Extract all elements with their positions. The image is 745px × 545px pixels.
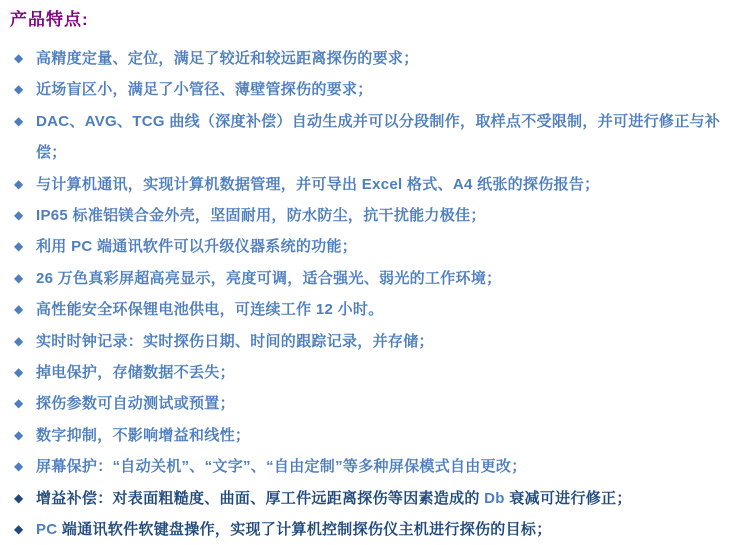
feature-segment: Db xyxy=(484,489,505,507)
feature-text xyxy=(36,326,739,357)
feature-segment: 高精度定量、定位，满足了较近和较远距离探伤的要求； xyxy=(36,50,419,67)
feature-item xyxy=(10,357,739,388)
feature-item xyxy=(10,483,739,514)
diamond-bullet-icon: ◆ xyxy=(14,208,24,223)
diamond-bullet-icon: ◆ xyxy=(14,427,24,442)
feature-segment: 实时时钟记录：实时探伤日期、时间的跟踪记录，并存储； xyxy=(36,332,434,350)
feature-item xyxy=(10,74,739,105)
diamond-bullet-icon: ◆ xyxy=(14,270,24,285)
feature-segment: 高性能安全环保锂电池供电，可连续工作 12 小时。 xyxy=(36,301,384,319)
page-title: 产品特点: xyxy=(10,10,89,29)
feature-segment: DAC、AVG、TCG 曲线（深度补偿）自动生成并可以分段制作，取样点不受限制，并可进行修正与补偿； xyxy=(36,112,721,162)
feature-text xyxy=(36,514,739,545)
diamond-bullet-icon: ◆ xyxy=(14,333,24,348)
feature-item xyxy=(10,200,739,231)
feature-item xyxy=(10,43,739,74)
feature-item xyxy=(10,106,739,169)
feature-text xyxy=(36,483,739,514)
feature-item xyxy=(10,294,739,325)
feature-text xyxy=(36,231,739,262)
feature-text xyxy=(36,263,739,294)
diamond-bullet-icon: ◆ xyxy=(14,365,24,380)
feature-item xyxy=(10,388,739,419)
feature-text xyxy=(36,451,739,482)
feature-segment: 增益补偿：对表面粗糙度、曲面、厚工件远距离探伤等因素造成的 xyxy=(36,489,485,507)
feature-text xyxy=(36,43,739,74)
feature-text xyxy=(36,106,739,169)
diamond-bullet-icon: ◆ xyxy=(14,522,24,537)
diamond-bullet-icon: ◆ xyxy=(14,176,24,191)
feature-segment: 端通讯软件软键盘操作，实现了计算机控制探伤仪主机进行探伤的目标； xyxy=(57,521,552,539)
feature-item xyxy=(10,451,739,482)
feature-segment: IP65 标准铝镁合金外壳，坚固耐用，防水防尘，抗干扰能力极佳； xyxy=(36,207,486,225)
feature-segment: 近场盲区小，满足了小管径、薄壁管探伤的要求； xyxy=(36,81,373,99)
feature-text xyxy=(36,357,739,388)
feature-segment: 掉电保护，存储数据不丢失； xyxy=(36,364,235,382)
feature-segment: 与计算机通讯，实现计算机数据管理，并可导出 Excel 格式、A4 纸张的探伤报告； xyxy=(36,175,600,193)
feature-text xyxy=(36,200,739,231)
diamond-bullet-icon: ◆ xyxy=(14,302,24,317)
diamond-bullet-icon: ◆ xyxy=(14,239,24,254)
feature-list xyxy=(10,43,739,545)
diamond-bullet-icon: ◆ xyxy=(14,490,24,505)
feature-segment: 屏幕保护：“自动关机”、“文字”、“自由定制”等多种屏保模式自由更改； xyxy=(36,458,527,476)
feature-segment: PC xyxy=(36,521,58,539)
feature-text xyxy=(36,74,739,105)
feature-item xyxy=(10,326,739,357)
feature-item xyxy=(10,420,739,451)
feature-segment: 数字抑制，不影响增益和线性； xyxy=(36,426,251,444)
feature-segment: 探伤参数可自动测试或预置； xyxy=(36,395,235,413)
feature-item xyxy=(10,263,739,294)
feature-text xyxy=(36,420,739,451)
feature-item xyxy=(10,514,739,545)
diamond-bullet-icon: ◆ xyxy=(14,82,24,97)
feature-item xyxy=(10,231,739,262)
feature-segment: 利用 PC 端通讯软件可以升级仪器系统的功能； xyxy=(36,238,358,256)
feature-segment: 衰减可进行修正； xyxy=(504,489,632,507)
feature-text xyxy=(36,169,739,200)
diamond-bullet-icon: ◆ xyxy=(14,51,24,65)
feature-segment: 26 万色真彩屏超高亮显示，亮度可调，适合强光、弱光的工作环境； xyxy=(36,269,502,287)
feature-item xyxy=(10,169,739,200)
diamond-bullet-icon: ◆ xyxy=(14,113,24,128)
diamond-bullet-icon: ◆ xyxy=(14,459,24,474)
feature-text xyxy=(36,388,739,419)
feature-text xyxy=(36,294,739,325)
diamond-bullet-icon: ◆ xyxy=(14,396,24,411)
